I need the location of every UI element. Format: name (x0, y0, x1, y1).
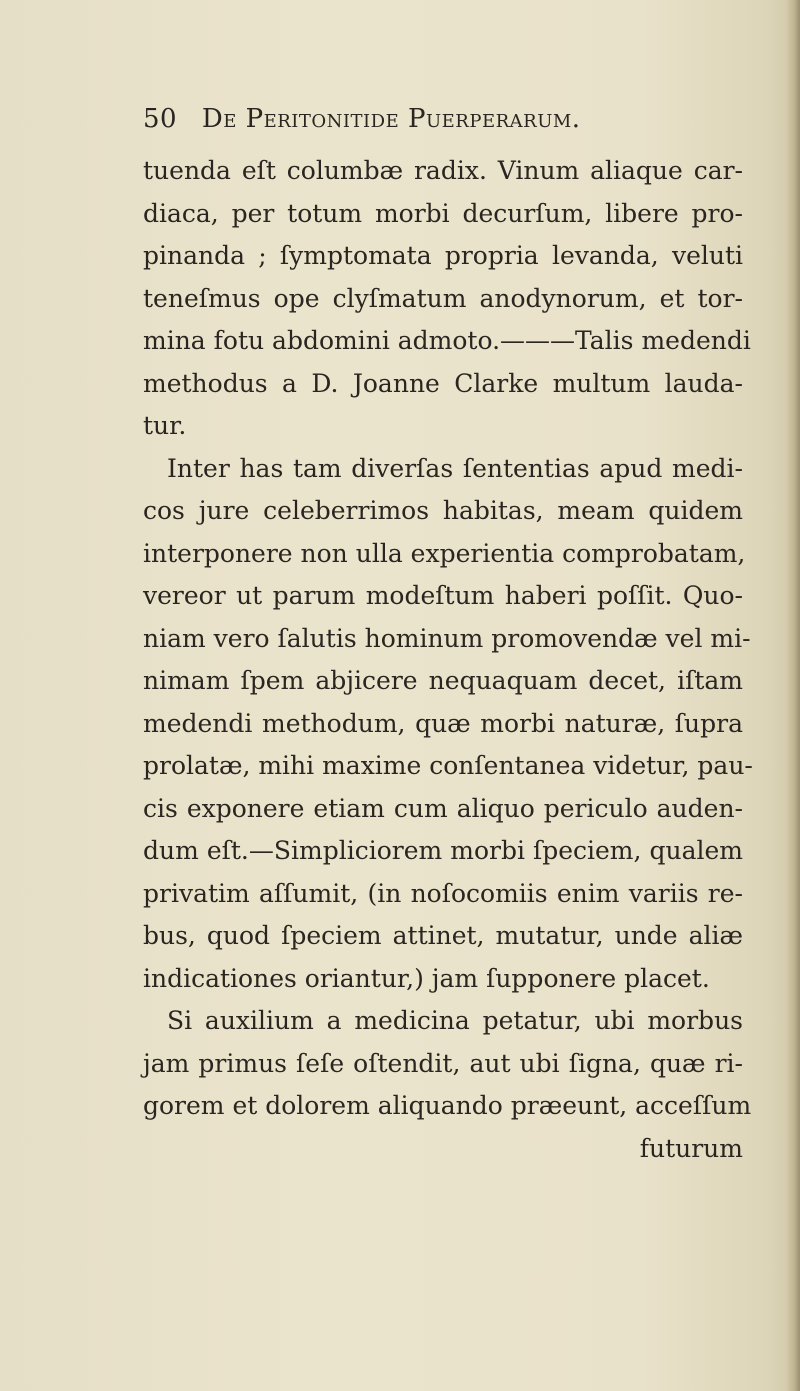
text-line: teneſmus ope clyſmatum anodynorum, et tor- (143, 283, 743, 313)
page-edge-shadow (786, 0, 800, 1391)
text-line: niam vero ſalutis hominum promovendæ vel mi- (143, 623, 751, 653)
page-number: 50 (143, 104, 178, 134)
running-title: De Peritonitide Puerperarum. (201, 104, 581, 134)
text-line: cos jure celeberrimos habitas, meam quidem (143, 496, 743, 525)
text-line: dum eſt.—Simpliciorem morbi ſpeciem, qualem (143, 836, 743, 865)
text-line: cis exponere etiam cum aliquo periculo auden- (143, 793, 743, 823)
text-line: Inter has tam diverſas ſententias apud medi- (167, 453, 743, 483)
text-line: Si auxilium a medicina petatur, ubi morbus (167, 1006, 743, 1035)
text-line: jam primus ſeſe oſtendit, aut ubi ſigna, quæ ri- (143, 1048, 743, 1078)
text-line: gorem et dolorem aliquando præeunt, acceſſum (143, 1091, 752, 1120)
text-line: privatim aſſumit, (in noſocomiis enim variis re- (143, 878, 743, 908)
text-line: indicationes oriantur,) jam ſupponere placet. (143, 963, 710, 993)
text-line: tur. (143, 411, 187, 440)
text-line: tuenda eſt columbæ radix. Vinum aliaque car- (143, 156, 743, 185)
text-line: medendi methodum, quæ morbi naturæ, ſupra (143, 708, 743, 738)
text-line: mina fotu abdomini admoto.———Talis medendi (143, 326, 751, 355)
text-line: prolatæ, mihi maxime conſentanea videtur, pau- (143, 751, 753, 780)
text-line: pinanda ; ſymptomata propria levanda, veluti (143, 241, 743, 270)
body-text (143, 150, 753, 1170)
text-line: diaca, per totum morbi decurſum, libere pro- (143, 198, 743, 228)
text-line: vereor ut parum modeſtum haberi poſſit. Quo- (143, 581, 743, 610)
text-line: methodus a D. Joanne Clarke multum lauda- (143, 368, 743, 398)
text-line: nimam ſpem abjicere nequaquam decet, iſtam (143, 666, 743, 695)
text-line: bus, quod ſpeciem attinet, mutatur, unde aliæ (143, 921, 743, 950)
text-line: interponere non ulla experientia comprobatam, (143, 538, 746, 568)
catchword: futurum (639, 1133, 743, 1163)
running-header (143, 104, 683, 144)
